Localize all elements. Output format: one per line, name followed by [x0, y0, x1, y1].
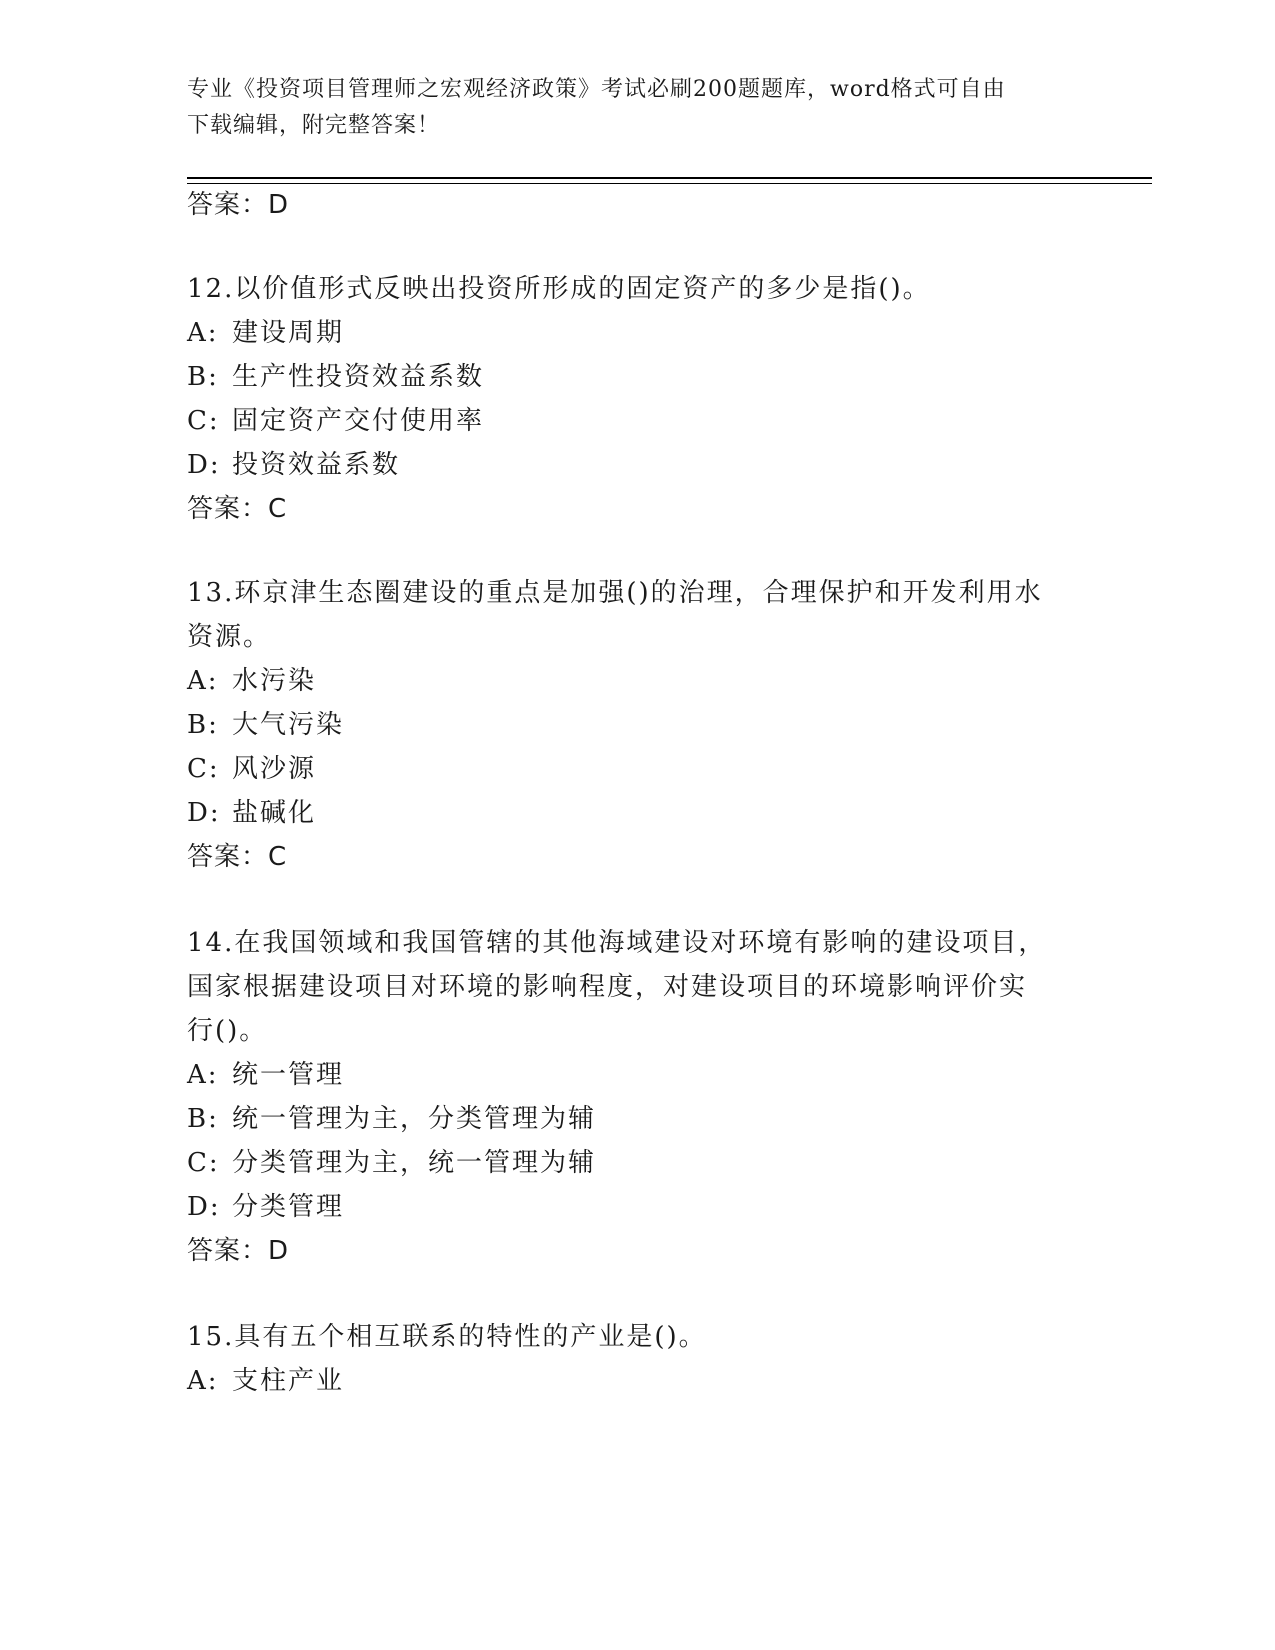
question-13-option-d — [187, 790, 316, 836]
option-text: 支柱产业 — [232, 1366, 345, 1396]
question-12-option-d — [187, 442, 400, 488]
option-text: 统一管理为主，分类管理为辅 — [232, 1104, 597, 1134]
question-14-stem-line-3: 行()。 — [187, 1016, 268, 1046]
option-letter: B: — [187, 1104, 219, 1134]
question-12-option-c — [187, 398, 484, 444]
option-text: 盐碱化 — [232, 798, 317, 828]
question-12-option-b — [187, 354, 484, 400]
question-13-stem-line-1: 13.环京津生态圈建设的重点是加强()的治理，合理保护和开发利用水 — [187, 578, 1043, 608]
question-13-stem-line-2: 资源。 — [187, 622, 272, 652]
option-letter: C: — [187, 754, 220, 784]
option-letter: D: — [187, 1192, 221, 1222]
document-header — [187, 72, 1067, 144]
option-text: 分类管理 — [232, 1192, 345, 1222]
question-12-option-a — [187, 310, 344, 356]
question-14-option-b — [187, 1096, 596, 1142]
option-text: 大气污染 — [232, 710, 345, 740]
header-divider-thin — [187, 183, 1152, 184]
option-letter: B: — [187, 710, 219, 740]
question-13-option-a — [187, 658, 316, 704]
header-line-1: 专业《投资项目管理师之宏观经济政策》考试必刷200题题库，word格式可自由 — [187, 77, 1006, 102]
option-text: 风沙源 — [232, 754, 317, 784]
option-letter: C: — [187, 1148, 220, 1178]
option-letter: A: — [187, 666, 219, 696]
question-13-option-c — [187, 746, 316, 792]
question-14-option-c — [187, 1140, 596, 1186]
question-14-answer: 答案：D — [187, 1236, 290, 1266]
option-letter: D: — [187, 798, 221, 828]
question-12-answer: 答案：C — [187, 494, 288, 524]
answer-line: 答案：D — [187, 190, 290, 220]
option-text: 投资效益系数 — [232, 450, 401, 480]
question-15-option-a — [187, 1358, 344, 1404]
question-13-answer: 答案：C — [187, 842, 288, 872]
question-12-stem: 12.以价值形式反映出投资所形成的固定资产的多少是指()。 — [187, 274, 931, 304]
question-15-stem: 15.具有五个相互联系的特性的产业是()。 — [187, 1322, 707, 1352]
header-divider-thick — [187, 177, 1152, 179]
question-14-stem-line-2: 国家根据建设项目对环境的影响程度，对建设项目的环境影响评价实 — [187, 972, 1028, 1002]
question-14-stem-line-1: 14.在我国领域和我国管辖的其他海域建设对环境有影响的建设项目， — [187, 928, 1047, 958]
option-text: 生产性投资效益系数 — [232, 362, 485, 392]
option-letter: A: — [187, 318, 219, 348]
option-text: 固定资产交付使用率 — [232, 406, 485, 436]
header-line-2: 下载编辑，附完整答案！ — [187, 113, 441, 138]
option-text: 建设周期 — [232, 318, 345, 348]
option-letter: B: — [187, 362, 219, 392]
question-13-option-b — [187, 702, 344, 748]
question-14-option-a — [187, 1052, 344, 1098]
question-14-option-d — [187, 1184, 344, 1230]
option-letter: A: — [187, 1060, 219, 1090]
option-letter: A: — [187, 1366, 219, 1396]
option-text: 分类管理为主，统一管理为辅 — [232, 1148, 597, 1178]
option-text: 统一管理 — [232, 1060, 345, 1090]
option-letter: D: — [187, 450, 221, 480]
option-letter: C: — [187, 406, 220, 436]
option-text: 水污染 — [232, 666, 317, 696]
